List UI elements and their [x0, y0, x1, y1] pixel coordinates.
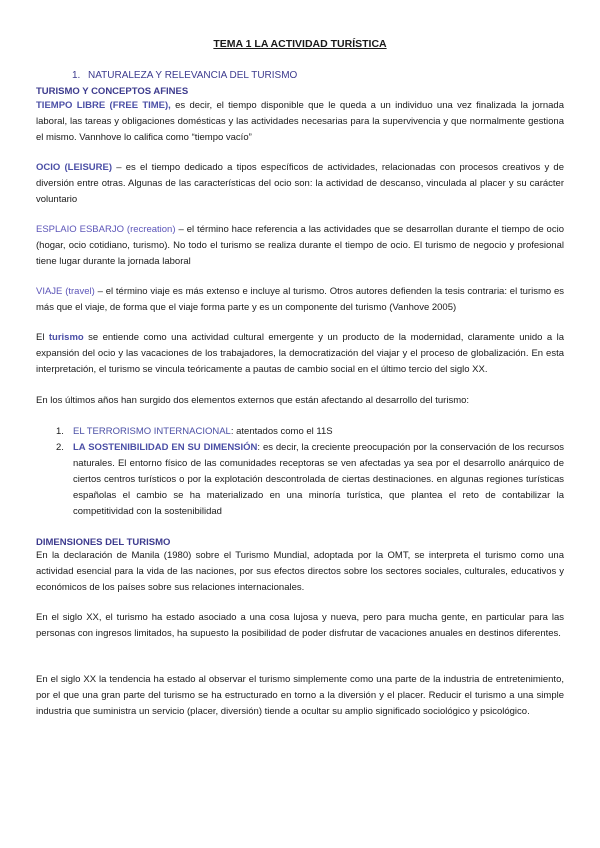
paragraph-turismo	[36, 330, 564, 378]
list-item	[36, 440, 564, 520]
list-number: 2.	[56, 442, 64, 453]
paragraph-viaje	[36, 284, 564, 316]
external-factors-list	[36, 424, 564, 520]
paragraph-siglo-xx-lujo: En el siglo XX, el turismo ha estado asociado a una cosa lujosa y nueva, pero para mucha gente, en particular para las personas con ingresos limitados, ha supuesto la posibilidad de poder disfrutar de vacaciones anuales en destinos diferentes.	[36, 612, 564, 639]
term-esplai: ESPLAIO ESBARJO (recreation)	[36, 224, 176, 235]
section-heading-text: NATURALEZA Y RELEVANCIA DEL TURISMO	[88, 70, 298, 81]
paragraph-ocio	[36, 160, 564, 208]
paragraph-manila: En la declaración de Manila (1980) sobre el Turismo Mundial, adoptada por la OMT, se interpreta el turismo como una actividad esencial para la vida de las naciones, por sus efectos directos sobre los sectores sociales, culturales, educativos y económicos de los países sobre sus relaciones internacionales.	[36, 550, 564, 593]
term-sostenibilidad: LA SOSTENIBILIDAD EN SU DIMENSIÓN	[73, 442, 258, 453]
list-item-text: : es decir, la creciente preocupación por la conservación de los recursos naturales. El entorno físico de las comunidades receptoras se ven afectadas ya sea por el desarrollo anárquico de ciertos centros turísticos o por la explotación descontrolada de ciertas destinaciones. en algunas regiones turísticas españolas el cambio se ha materializado en una minoría turística, que plantea el reto de contabilizar la competitividad con la sostenibilidad	[73, 442, 564, 517]
paragraph-elementos-externos: En los últimos años han surgido dos elementos externos que están afectando al desarrollo del turismo:	[36, 395, 470, 406]
paragraph-tiempo-libre	[36, 98, 564, 146]
list-number: 1.	[56, 426, 64, 437]
list-item-text: : atentados como el 11S	[230, 426, 333, 437]
paragraph-esplai	[36, 222, 564, 270]
term-ocio: OCIO (LEISURE)	[36, 162, 112, 173]
document-title: TEMA 1 LA ACTIVIDAD TURÍSTICA	[213, 38, 387, 50]
paragraph-text: – el término viaje es más extenso e incluye al turismo. Otros autores defienden la tesis contraria: el turismo es más que el viaje, de forma que el viaje forma parte y es un componente del turismo (Vanhove 2005)	[36, 286, 564, 313]
subheading-dimensiones: DIMENSIONES DEL TURISMO	[36, 537, 171, 548]
paragraph-text: es decir, el tiempo disponible que le queda a un individuo una vez finalizada la jornada laboral, las tareas y obligaciones domésticas y las actividades necesarias para la supervivencia y que normalmente gestiona el mismo. Vannhove lo califica como “tiempo vacío”	[36, 100, 564, 143]
paragraph-text: se entiende como una actividad cultural emergente y un producto de la modernidad, claramente unido a la expansión del ocio y las vacaciones de los trabajadores, la democratización del viajar y el proceso de globalización. En esta interpretación, el turismo se vincula teóricamente a pautas de cambio social en el último tercio del siglo XX.	[36, 332, 564, 375]
term-viaje: VIAJE (travel)	[36, 286, 95, 297]
paragraph-prefix: El	[36, 332, 49, 343]
paragraph-siglo-xx-industria: En el siglo XX la tendencia ha estado al observar el turismo simplemente como una parte de la industria de entretenimiento, por el que una gran parte del turismo se ha estructurado en torno a la diversión y el placer. Reducir el turismo a una simple industria que suministra un servicio (placer, diversión) tiende a ocultar su amplio significado sociológico y psicológico.	[36, 674, 564, 717]
term-tiempo-libre: TIEMPO LIBRE (FREE TIME),	[36, 100, 171, 111]
paragraph-text: – es el tiempo dedicado a tipos específicos de actividades, relacionadas con procesos creativos y de diversión entre otras. Algunas de las características del ocio son: la actividad de descanso, vinculada al placer y su carácter voluntario	[36, 162, 564, 205]
section-number: 1.	[72, 70, 81, 81]
subheading-turismo-conceptos: TURISMO Y CONCEPTOS AFINES	[36, 86, 189, 97]
list-item	[36, 424, 564, 440]
section-heading	[72, 70, 297, 81]
term-terrorismo: EL TERRORISMO INTERNACIONAL	[73, 426, 231, 437]
term-turismo: turismo	[48, 332, 84, 343]
paragraph-text: – el término hace referencia a las actividades que se desarrollan durante el tiempo de ocio (hogar, ocio cotidiano, turismo). No todo el turismo se realiza durante el tiempo de ocio. El turismo de negocio y profesional tiene lugar durante la jornada laboral	[36, 224, 564, 267]
